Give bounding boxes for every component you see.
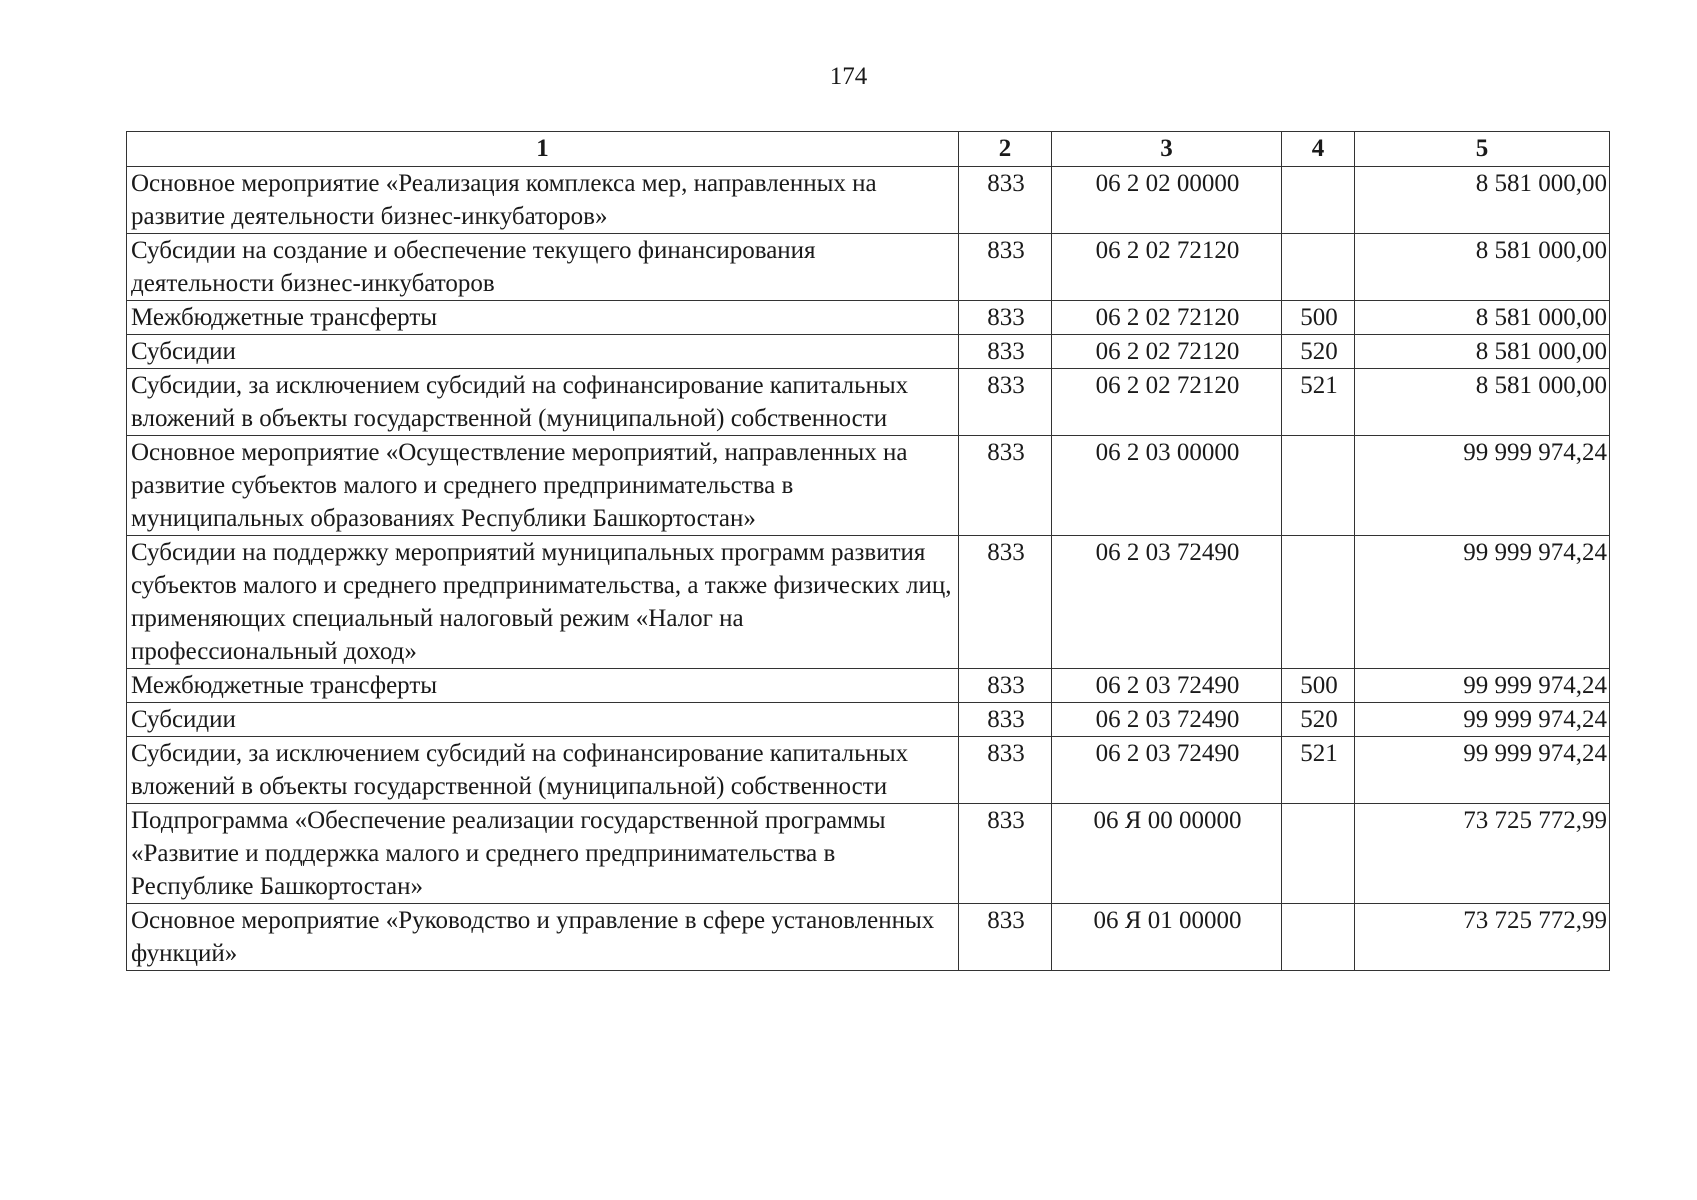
row-expense-type: 500 [1282,669,1355,703]
row-expense-type: 521 [1282,737,1355,804]
table-row [127,369,1610,436]
row-amount: 8 581 000,00 [1355,234,1610,301]
row-agency-code: 833 [959,167,1052,234]
row-expense-type [1282,804,1355,904]
table-row [127,737,1610,804]
row-name: Межбюджетные трансферты [127,301,959,335]
row-expense-type: 520 [1282,335,1355,369]
row-amount: 8 581 000,00 [1355,369,1610,436]
column-header-5: 5 [1355,132,1610,167]
table-row [127,904,1610,971]
row-amount: 99 999 974,24 [1355,436,1610,536]
row-name: Субсидии [127,335,959,369]
column-header-1: 1 [127,132,959,167]
budget-table [126,131,1610,971]
row-agency-code: 833 [959,669,1052,703]
row-agency-code: 833 [959,703,1052,737]
row-agency-code: 833 [959,804,1052,904]
table-row [127,234,1610,301]
row-name: Основное мероприятие «Реализация комплекса мер, направленных на развитие деятельности бизнес-инкубаторов» [127,167,959,234]
row-amount: 99 999 974,24 [1355,737,1610,804]
row-amount: 8 581 000,00 [1355,335,1610,369]
row-agency-code: 833 [959,536,1052,669]
row-expense-type [1282,536,1355,669]
row-agency-code: 833 [959,335,1052,369]
row-name: Межбюджетные трансферты [127,669,959,703]
row-target-code: 06 Я 01 00000 [1052,904,1282,971]
row-expense-type: 520 [1282,703,1355,737]
column-header-4: 4 [1282,132,1355,167]
row-target-code: 06 2 03 72490 [1052,536,1282,669]
row-name: Субсидии на поддержку мероприятий муниципальных программ развития субъектов малого и среднего предпринимательства, а также физических лиц, применяющих специальный налоговый режим «Налог на профессиональный доход» [127,536,959,669]
table-header-row [127,132,1610,167]
row-name: Основное мероприятие «Осуществление мероприятий, направленных на развитие субъектов малого и среднего предпринимательства в муниципальных образованиях Республики Башкортостан» [127,436,959,536]
row-amount: 73 725 772,99 [1355,904,1610,971]
row-target-code: 06 2 02 72120 [1052,369,1282,436]
page-number: 174 [829,63,868,90]
row-amount: 99 999 974,24 [1355,536,1610,669]
row-name: Субсидии [127,703,959,737]
row-target-code: 06 2 02 72120 [1052,301,1282,335]
row-expense-type: 521 [1282,369,1355,436]
row-expense-type: 500 [1282,301,1355,335]
row-name: Подпрограмма «Обеспечение реализации государственной программы «Развитие и поддержка малого и среднего предпринимательства в Республике Башкортостан» [127,804,959,904]
row-amount: 73 725 772,99 [1355,804,1610,904]
row-amount: 8 581 000,00 [1355,167,1610,234]
table-row [127,669,1610,703]
row-target-code: 06 2 02 72120 [1052,234,1282,301]
row-agency-code: 833 [959,904,1052,971]
row-expense-type [1282,167,1355,234]
row-target-code: 06 2 03 72490 [1052,737,1282,804]
row-agency-code: 833 [959,436,1052,536]
row-agency-code: 833 [959,737,1052,804]
row-name: Основное мероприятие «Руководство и управление в сфере установленных функций» [127,904,959,971]
row-name: Субсидии, за исключением субсидий на софинансирование капитальных вложений в объекты государственной (муниципальной) собственности [127,369,959,436]
table-row [127,167,1610,234]
table-row [127,335,1610,369]
table-row [127,804,1610,904]
table-row [127,703,1610,737]
table-row [127,436,1610,536]
table-row [127,536,1610,669]
row-name: Субсидии, за исключением субсидий на софинансирование капитальных вложений в объекты государственной (муниципальной) собственности [127,737,959,804]
row-target-code: 06 2 02 72120 [1052,335,1282,369]
row-agency-code: 833 [959,301,1052,335]
row-target-code: 06 2 03 72490 [1052,669,1282,703]
row-amount: 8 581 000,00 [1355,301,1610,335]
row-target-code: 06 Я 00 00000 [1052,804,1282,904]
row-expense-type [1282,436,1355,536]
row-expense-type [1282,234,1355,301]
row-agency-code: 833 [959,234,1052,301]
row-target-code: 06 2 03 72490 [1052,703,1282,737]
column-header-2: 2 [959,132,1052,167]
row-amount: 99 999 974,24 [1355,669,1610,703]
column-header-3: 3 [1052,132,1282,167]
row-target-code: 06 2 02 00000 [1052,167,1282,234]
row-name: Субсидии на создание и обеспечение текущего финансирования деятельности бизнес-инкубаторов [127,234,959,301]
table-row [127,301,1610,335]
row-agency-code: 833 [959,369,1052,436]
row-expense-type [1282,904,1355,971]
row-target-code: 06 2 03 00000 [1052,436,1282,536]
row-amount: 99 999 974,24 [1355,703,1610,737]
